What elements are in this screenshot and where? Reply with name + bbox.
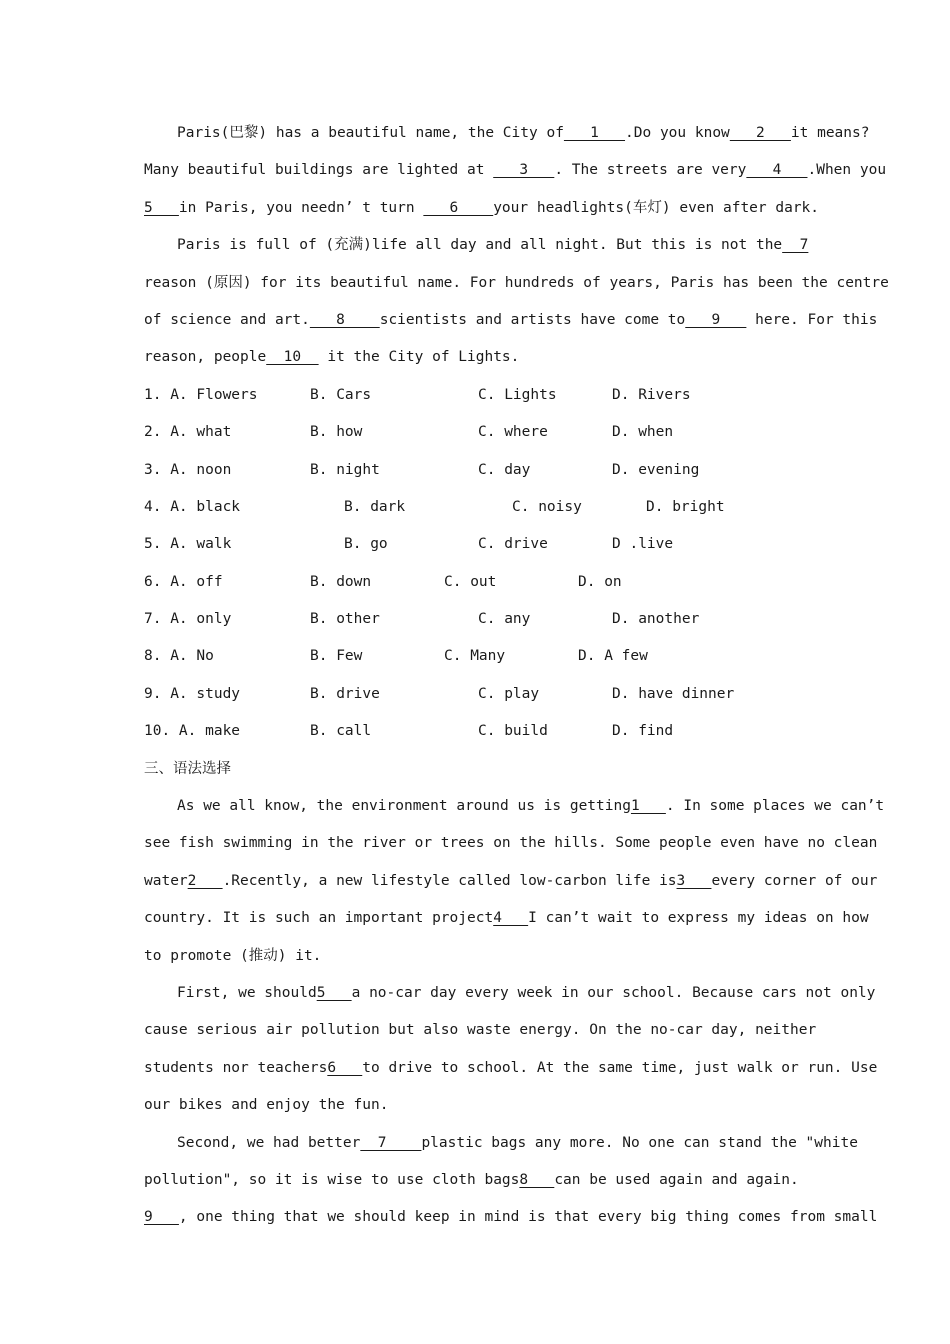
option-c[interactable]: C. where <box>478 424 548 441</box>
answer-blank[interactable]: 9 <box>144 1209 179 1226</box>
option-a[interactable]: 2. A. what <box>144 424 232 441</box>
option-d[interactable]: D. another <box>612 611 700 628</box>
answer-blank[interactable]: 1 <box>630 798 666 815</box>
passage-line: reason (原因) for its beautiful name. For hundreds of years, Paris has been the centre <box>144 274 889 291</box>
options-list <box>144 377 808 751</box>
option-b[interactable]: B. down <box>310 573 372 590</box>
option-b[interactable]: B. Cars <box>310 386 372 403</box>
option-d[interactable]: D. evening <box>612 461 700 478</box>
option-row <box>144 601 808 638</box>
option-a[interactable]: 10. A. make <box>144 723 241 740</box>
passage-line: Paris is full of (充满)life all day and all night. But this is not the 7 <box>177 237 809 254</box>
answer-blank[interactable]: 2 <box>187 872 223 889</box>
passage-line: First, we should5 a no-car day every week in our school. Because cars not only <box>177 984 876 1001</box>
option-c[interactable]: C. Many <box>444 648 506 665</box>
option-c[interactable]: C. Lights <box>478 386 557 403</box>
answer-blank[interactable]: 9 <box>685 311 747 328</box>
option-d[interactable]: D .live <box>612 536 674 553</box>
passage-line: Paris(巴黎) has a beautiful name, the City of 1 .Do you know 2 it means? <box>177 125 870 141</box>
option-row <box>144 414 808 451</box>
answer-blank[interactable]: 4 <box>746 162 808 179</box>
option-row <box>144 676 808 713</box>
option-a[interactable]: 1. A. Flowers <box>144 386 258 403</box>
answer-blank[interactable]: 4 <box>493 910 529 927</box>
worksheet-page <box>144 115 889 1237</box>
passage-line: As we all know, the environment around us is getting1 . In some places we can’t <box>177 798 885 815</box>
answer-blank[interactable]: 10 <box>266 349 319 366</box>
option-c[interactable]: C. out <box>444 573 497 590</box>
option-c[interactable]: C. play <box>478 685 540 702</box>
option-row <box>144 713 808 750</box>
option-c[interactable]: C. noisy <box>512 498 582 515</box>
answer-blank[interactable]: 5 <box>144 199 179 216</box>
passage-1 <box>144 115 889 377</box>
answer-blank[interactable]: 2 <box>729 125 791 141</box>
section-heading: 三、语法选择 <box>144 760 231 777</box>
answer-blank[interactable]: 6 <box>423 199 494 216</box>
option-row <box>144 638 808 675</box>
passage-line: 9 , one thing that we should keep in mind is that every big thing comes from small <box>144 1209 878 1226</box>
passage-line: to promote (推动) it. <box>144 947 322 964</box>
option-b[interactable]: B. dark <box>344 498 406 515</box>
option-b[interactable]: B. other <box>310 611 380 628</box>
answer-blank[interactable]: 3 <box>493 162 555 179</box>
answer-blank[interactable]: 7 <box>360 1134 422 1151</box>
option-a[interactable]: 5. A. walk <box>144 536 232 553</box>
passage-line: 5 in Paris, you needn’ t turn 6 your headlights(车灯) even after dark. <box>144 199 820 216</box>
option-c[interactable]: C. drive <box>478 536 548 553</box>
passage-line: Many beautiful buildings are lighted at 3 . The streets are very 4 .When you <box>144 162 887 179</box>
answer-blank[interactable]: 7 <box>782 237 809 254</box>
passage-line: country. It is such an important project4 I can’t wait to express my ideas on how <box>144 910 869 927</box>
option-b[interactable]: B. call <box>310 723 372 740</box>
option-a[interactable]: 7. A. only <box>144 611 232 628</box>
option-b[interactable]: B. drive <box>310 685 380 702</box>
option-c[interactable]: C. day <box>478 461 531 478</box>
option-b[interactable]: B. night <box>310 461 380 478</box>
passage-2 <box>144 788 885 1237</box>
answer-blank[interactable]: 5 <box>316 984 352 1001</box>
passage-line: pollution", so it is wise to use cloth bags8 can be used again and again. <box>144 1171 799 1188</box>
option-row <box>144 489 808 526</box>
option-b[interactable]: B. Few <box>310 648 363 665</box>
option-a[interactable]: 4. A. black <box>144 498 241 515</box>
option-d[interactable]: D. bright <box>646 498 725 515</box>
option-d[interactable]: D. on <box>578 573 622 590</box>
passage-line: our bikes and enjoy the fun. <box>144 1097 389 1114</box>
answer-blank[interactable]: 3 <box>676 872 712 889</box>
option-b[interactable]: B. how <box>310 424 363 441</box>
option-b[interactable]: B. go <box>344 536 388 553</box>
option-a[interactable]: 3. A. noon <box>144 461 232 478</box>
option-c[interactable]: C. any <box>478 611 531 628</box>
option-a[interactable]: 6. A. off <box>144 573 223 590</box>
option-row <box>144 377 808 414</box>
passage-line: cause serious air pollution but also waste energy. On the no-car day, neither <box>144 1022 817 1039</box>
passage-line: students nor teachers6 to drive to school. At the same time, just walk or run. Use <box>144 1059 878 1076</box>
answer-blank[interactable]: 8 <box>519 1171 555 1188</box>
passage-line: Second, we had better 7 plastic bags any more. No one can stand the "white <box>177 1134 858 1151</box>
option-row <box>144 564 808 601</box>
option-d[interactable]: D. A few <box>578 648 648 665</box>
passage-line: see fish swimming in the river or trees on the hills. Some people even have no clean <box>144 835 878 852</box>
option-c[interactable]: C. build <box>478 723 548 740</box>
option-row <box>144 452 808 489</box>
answer-blank[interactable]: 1 <box>563 125 626 141</box>
option-row <box>144 526 808 563</box>
option-d[interactable]: D. Rivers <box>612 386 691 403</box>
passage-line: water2 .Recently, a new lifestyle called low-carbon life is3 every corner of our <box>144 872 878 889</box>
answer-blank[interactable]: 8 <box>309 311 380 328</box>
answer-blank[interactable]: 6 <box>327 1059 363 1076</box>
option-d[interactable]: D. have dinner <box>612 685 735 702</box>
option-d[interactable]: D. find <box>612 723 674 740</box>
passage-line: of science and art. 8 scientists and artists have come to 9 here. For this <box>144 311 878 328</box>
option-a[interactable]: 9. A. study <box>144 685 241 702</box>
option-d[interactable]: D. when <box>612 424 674 441</box>
option-a[interactable]: 8. A. No <box>144 648 214 665</box>
passage-line: reason, people 10 it the City of Lights. <box>144 349 520 366</box>
